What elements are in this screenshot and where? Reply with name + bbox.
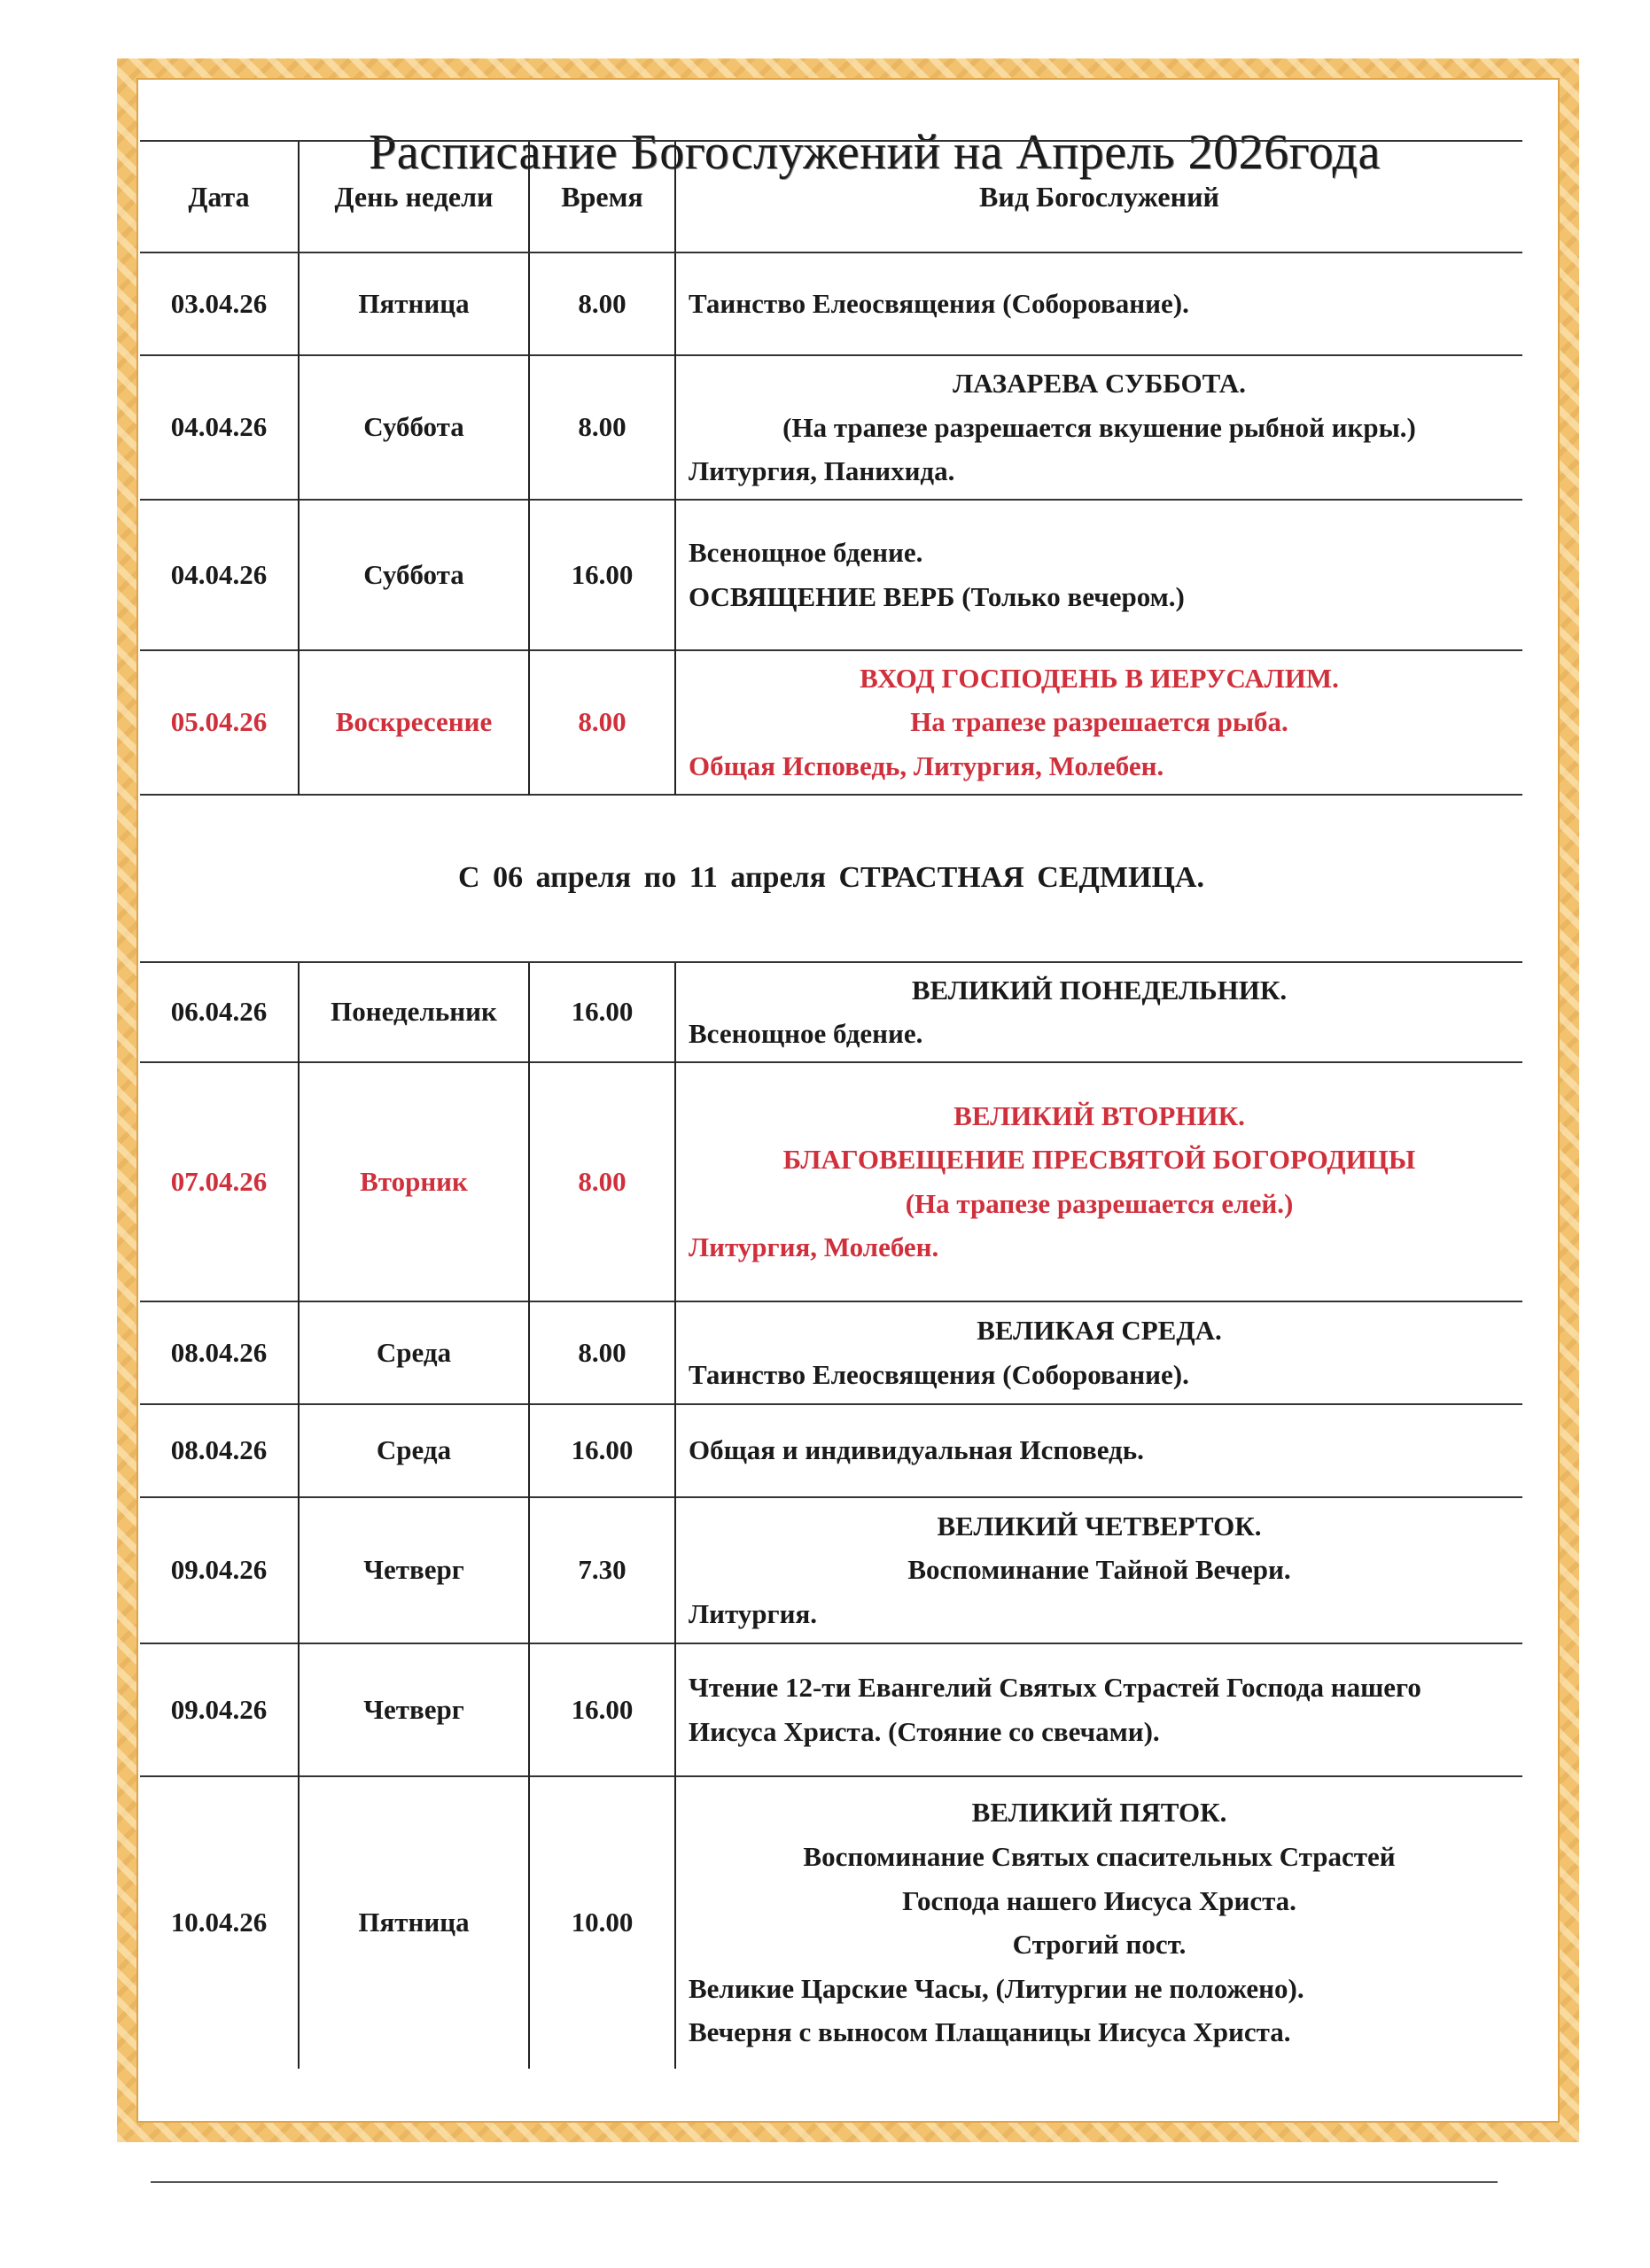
schedule-row — [140, 962, 1522, 1062]
service-line: ВЕЛИКИЙ ПЯТОК. — [971, 1797, 1227, 1829]
column-header-date: Дата — [140, 141, 299, 252]
service-line: (На трапезе разрешается вкушение рыбной икры.) — [782, 411, 1416, 443]
time-cell: 8.00 — [529, 1301, 675, 1404]
day-cell: Среда — [299, 1404, 529, 1497]
holy-week-banner-row — [140, 795, 1522, 962]
table-header-row — [140, 141, 1522, 252]
day-cell: Пятница — [299, 252, 529, 355]
service-line: Воспоминание Святых спасительных Страстей — [803, 1841, 1396, 1873]
day-cell: Понедельник — [299, 962, 529, 1062]
day-cell: Среда — [299, 1301, 529, 1404]
time-cell: 7.30 — [529, 1497, 675, 1643]
schedule-row — [140, 1776, 1522, 2069]
day-cell: Воскресение — [299, 650, 529, 795]
column-header-service: Вид Богослужений — [675, 141, 1522, 252]
service-line: ВЕЛИКИЙ ВТОРНИК. — [953, 1099, 1245, 1131]
column-header-day: День недели — [299, 141, 529, 252]
day-cell: Суббота — [299, 355, 529, 500]
service-cell — [675, 1062, 1522, 1301]
schedule-row — [140, 1497, 1522, 1643]
schedule-row — [140, 1643, 1522, 1776]
service-line: ОСВЯЩЕНИЕ ВЕРБ (Только вечером.) — [689, 580, 1185, 612]
time-cell: 8.00 — [529, 252, 675, 355]
service-line: Литургия, Молебен. — [689, 1231, 939, 1263]
date-cell: 05.04.26 — [140, 650, 299, 795]
schedule-row — [140, 1301, 1522, 1404]
service-line: Господа нашего Иисуса Христа. — [902, 1884, 1296, 1916]
schedule-row — [140, 355, 1522, 500]
date-cell: 03.04.26 — [140, 252, 299, 355]
service-line: Великие Царские Часы, (Литургии не положено). — [689, 1972, 1304, 2004]
time-cell: 16.00 — [529, 1643, 675, 1776]
service-line: Чтение 12-ти Евангелий Святых Страстей Господа нашего Иисуса Христа. (Стояние со свечами). — [689, 1672, 1421, 1747]
service-line: ВЕЛИКАЯ СРЕДА. — [977, 1315, 1222, 1347]
page-title: Расписание Богослужений на Апрель 2026года — [369, 125, 1381, 180]
service-line: Общая Исповедь, Литургия, Молебен. — [689, 750, 1164, 781]
date-cell: 06.04.26 — [140, 962, 299, 1062]
service-line: Литургия, Панихида. — [689, 455, 955, 487]
service-cell — [675, 962, 1522, 1062]
date-cell: 08.04.26 — [140, 1301, 299, 1404]
day-cell: Четверг — [299, 1643, 529, 1776]
bottom-divider — [151, 2181, 1498, 2183]
service-cell — [675, 650, 1522, 795]
date-cell: 09.04.26 — [140, 1497, 299, 1643]
time-cell: 8.00 — [529, 1062, 675, 1301]
schedule-row — [140, 500, 1522, 650]
schedule-table — [140, 140, 1522, 2069]
date-cell: 04.04.26 — [140, 500, 299, 650]
service-cell — [675, 1301, 1522, 1404]
time-cell: 8.00 — [529, 355, 675, 500]
rows-after-banner — [140, 962, 1522, 2069]
time-cell: 8.00 — [529, 650, 675, 795]
service-line: Строгий пост. — [1012, 1929, 1187, 1961]
column-header-time: Время — [529, 141, 675, 252]
time-cell: 16.00 — [529, 1404, 675, 1497]
service-cell — [675, 500, 1522, 650]
service-line: БЛАГОВЕЩЕНИЕ ПРЕСВЯТОЙ БОГОРОДИЦЫ — [782, 1144, 1416, 1176]
service-line: ВЕЛИКИЙ ПОНЕДЕЛЬНИК. — [911, 974, 1288, 1006]
time-cell: 16.00 — [529, 500, 675, 650]
service-line: На трапезе разрешается рыба. — [910, 706, 1288, 738]
holy-week-banner: С 06 апреля по 11 апреля СТРАСТНАЯ СЕДМИЦА. — [140, 795, 1522, 962]
service-line: ВЕЛИКИЙ ЧЕТВЕРТОК. — [937, 1510, 1262, 1542]
time-cell: 10.00 — [529, 1776, 675, 2069]
service-line: ЛАЗАРЕВА СУББОТА. — [953, 368, 1246, 399]
rows-before-banner — [140, 252, 1522, 795]
day-cell: Вторник — [299, 1062, 529, 1301]
service-line: Литургия. — [689, 1598, 817, 1630]
service-line: Всенощное бдение. — [689, 1018, 923, 1050]
service-line: ВХОД ГОСПОДЕНЬ В ИЕРУСАЛИМ. — [860, 662, 1339, 694]
time-cell: 16.00 — [529, 962, 675, 1062]
service-line: Воспоминание Тайной Вечери. — [907, 1554, 1291, 1586]
date-cell: 09.04.26 — [140, 1643, 299, 1776]
service-cell — [675, 1643, 1522, 1776]
date-cell: 04.04.26 — [140, 355, 299, 500]
service-line: Таинство Елеосвящения (Соборование). — [689, 1358, 1189, 1390]
service-cell — [675, 355, 1522, 500]
service-line: (На трапезе разрешается елей.) — [905, 1187, 1294, 1219]
date-cell: 10.04.26 — [140, 1776, 299, 2069]
service-line: Всенощное бдение. — [689, 537, 923, 569]
service-line: Таинство Елеосвящения (Соборование). — [689, 288, 1189, 320]
service-line: Вечерня с выносом Плащаницы Иисуса Христа. — [689, 2016, 1291, 2048]
day-cell: Пятница — [299, 1776, 529, 2069]
service-line: Общая и индивидуальная Исповедь. — [689, 1434, 1144, 1466]
service-cell — [675, 1776, 1522, 2069]
day-cell: Суббота — [299, 500, 529, 650]
service-cell — [675, 1497, 1522, 1643]
schedule-row — [140, 1404, 1522, 1497]
schedule-row — [140, 252, 1522, 355]
date-cell: 08.04.26 — [140, 1404, 299, 1497]
service-cell — [675, 252, 1522, 355]
date-cell: 07.04.26 — [140, 1062, 299, 1301]
schedule-row — [140, 650, 1522, 795]
day-cell: Четверг — [299, 1497, 529, 1643]
schedule-row — [140, 1062, 1522, 1301]
service-cell — [675, 1404, 1522, 1497]
